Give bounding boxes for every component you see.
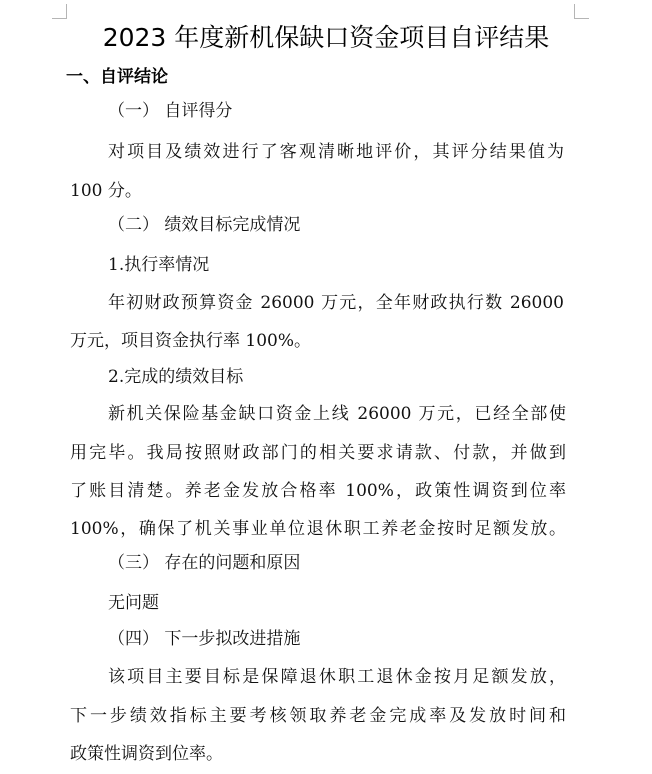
subsection-heading: （四） 下一步拟改进措施: [108, 629, 301, 649]
paragraph-line: 100%，确保了机关事业单位退休职工养老金按时足额发放。: [70, 519, 566, 539]
paragraph-line: 政策性调资到位率。: [70, 744, 223, 764]
document-title: 2023 年度新机保缺口资金项目自评结果: [102, 23, 550, 52]
paragraph-line: 年初财政预算资金 26000 万元，全年财政执行数 26000: [108, 293, 564, 313]
crop-mark-top-left: [52, 4, 67, 19]
subsection-heading: （一） 自评得分: [108, 101, 233, 121]
paragraph-line: 下一步绩效指标主要考核领取养老金完成率及发放时间和: [70, 706, 566, 726]
section-heading: 一、自评结论: [66, 67, 168, 87]
paragraph-line: 100 分。: [70, 181, 142, 201]
paragraph-line: 对项目及绩效进行了客观清晰地评价，其评分结果值为: [108, 142, 564, 162]
item-heading: 2.完成的绩效目标: [108, 367, 244, 387]
paragraph-line: 新机关保险基金缺口资金上线 26000 万元，已经全部使: [108, 404, 566, 424]
subsection-heading: （三） 存在的问题和原因: [108, 553, 301, 573]
paragraph-line: 无问题: [108, 593, 159, 613]
paragraph-line: 用完毕。我局按照财政部门的相关要求请款、付款，并做到: [70, 443, 566, 463]
crop-mark-top-right: [574, 4, 589, 19]
paragraph-line: 了账目清楚。养老金发放合格率 100%，政策性调资到位率: [70, 481, 566, 501]
paragraph-line: 该项目主要目标是保障退休职工退休金按月足额发放，: [108, 667, 566, 687]
item-heading: 1.执行率情况: [108, 255, 210, 275]
paragraph-line: 万元，项目资金执行率 100%。: [70, 331, 312, 351]
subsection-heading: （二） 绩效目标完成情况: [108, 215, 301, 235]
